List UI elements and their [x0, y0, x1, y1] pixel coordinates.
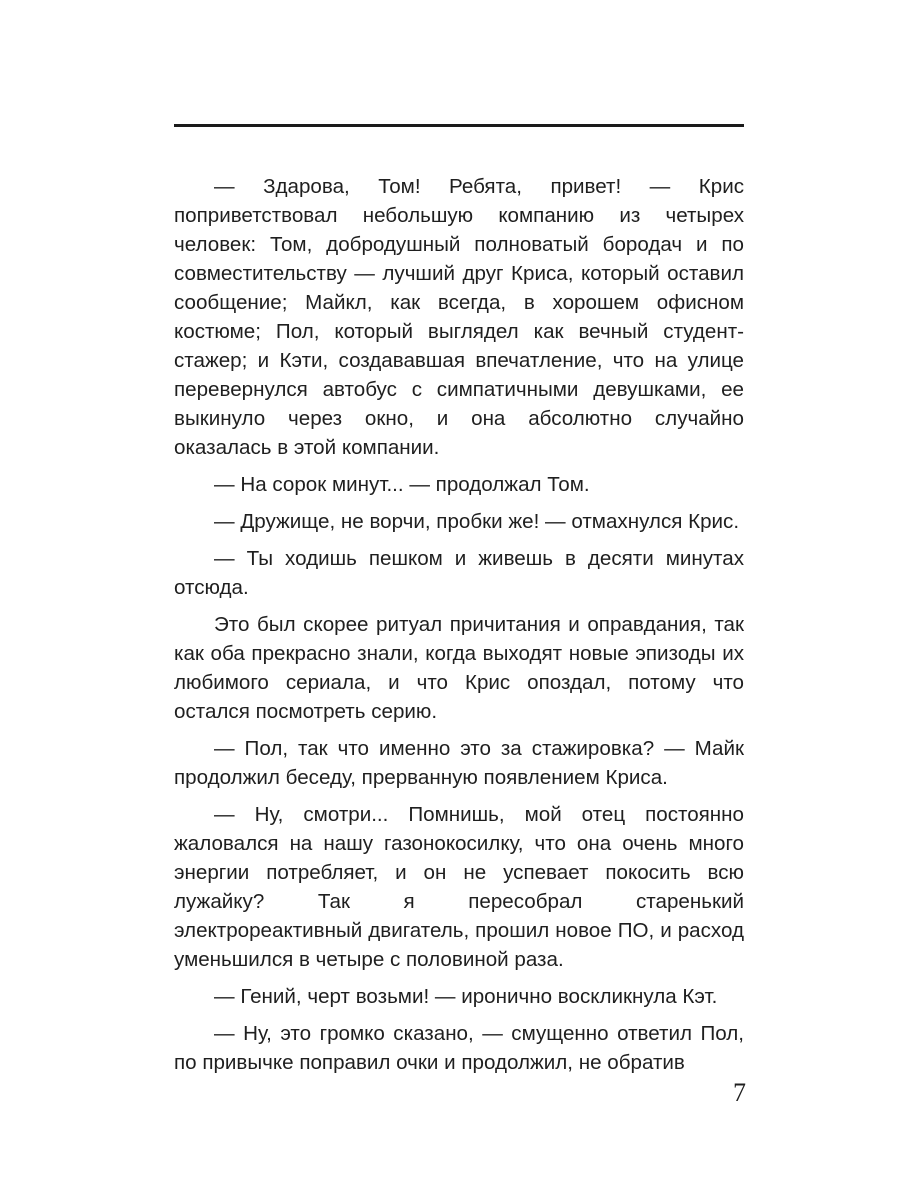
paragraph: — Дружище, не ворчи, пробки же! — отмахнулся Крис. [214, 510, 740, 533]
paragraph: — Ну, это громко сказано, — смущенно ответил Пол, по привычке поправил очки и продолжил, не обратив [174, 1022, 744, 1074]
paragraph: Это был скорее ритуал причитания и оправдания, так как оба прекрасно знали, когда выходят новые эпизоды их любимого сериала, и что Крис опоздал, потому что остался посмотреть серию. [174, 613, 744, 723]
body-text [174, 172, 744, 1085]
page-number: 7 [733, 1078, 746, 1107]
paragraph: — Гений, черт возьми! — иронично воскликнула Кэт. [214, 985, 718, 1008]
paragraph: — Ты ходишь пешком и живешь в десяти минутах отсюда. [174, 547, 744, 599]
paragraph: — Ну, смотри... Помнишь, мой отец постоянно жаловался на нашу газонокосилку, что она очень много энергии потребляет, и он не успевает покосить всю лужайку? Так я пересобрал старенький электрореактивный двигатель, прошил новое ПО, и расход уменьшился в четыре с половиной раза. [174, 803, 744, 971]
paragraph: — Здарова, Том! Ребята, привет! — Крис поприветствовал небольшую компанию из четырех человек: Том, добродушный полноватый бородач и по совместительству — лучший друг Криса, который оставил сообщение; Майкл, как всегда, в хорошем офисном костюме; Пол, который выглядел как вечный студент-стажер; и Кэти, создававшая впечатление, что на улице перевернулся автобус с симпатичными девушками, ее выкинуло через окно, и она абсолютно случайно оказалась в этой компании. [174, 175, 744, 459]
paragraph: — Пол, так что именно это за стажировка? — Майк продолжил беседу, прерванную появлением Криса. [174, 737, 744, 789]
paragraph: — На сорок минут... — продолжал Том. [214, 473, 590, 496]
header-rule [174, 124, 744, 127]
